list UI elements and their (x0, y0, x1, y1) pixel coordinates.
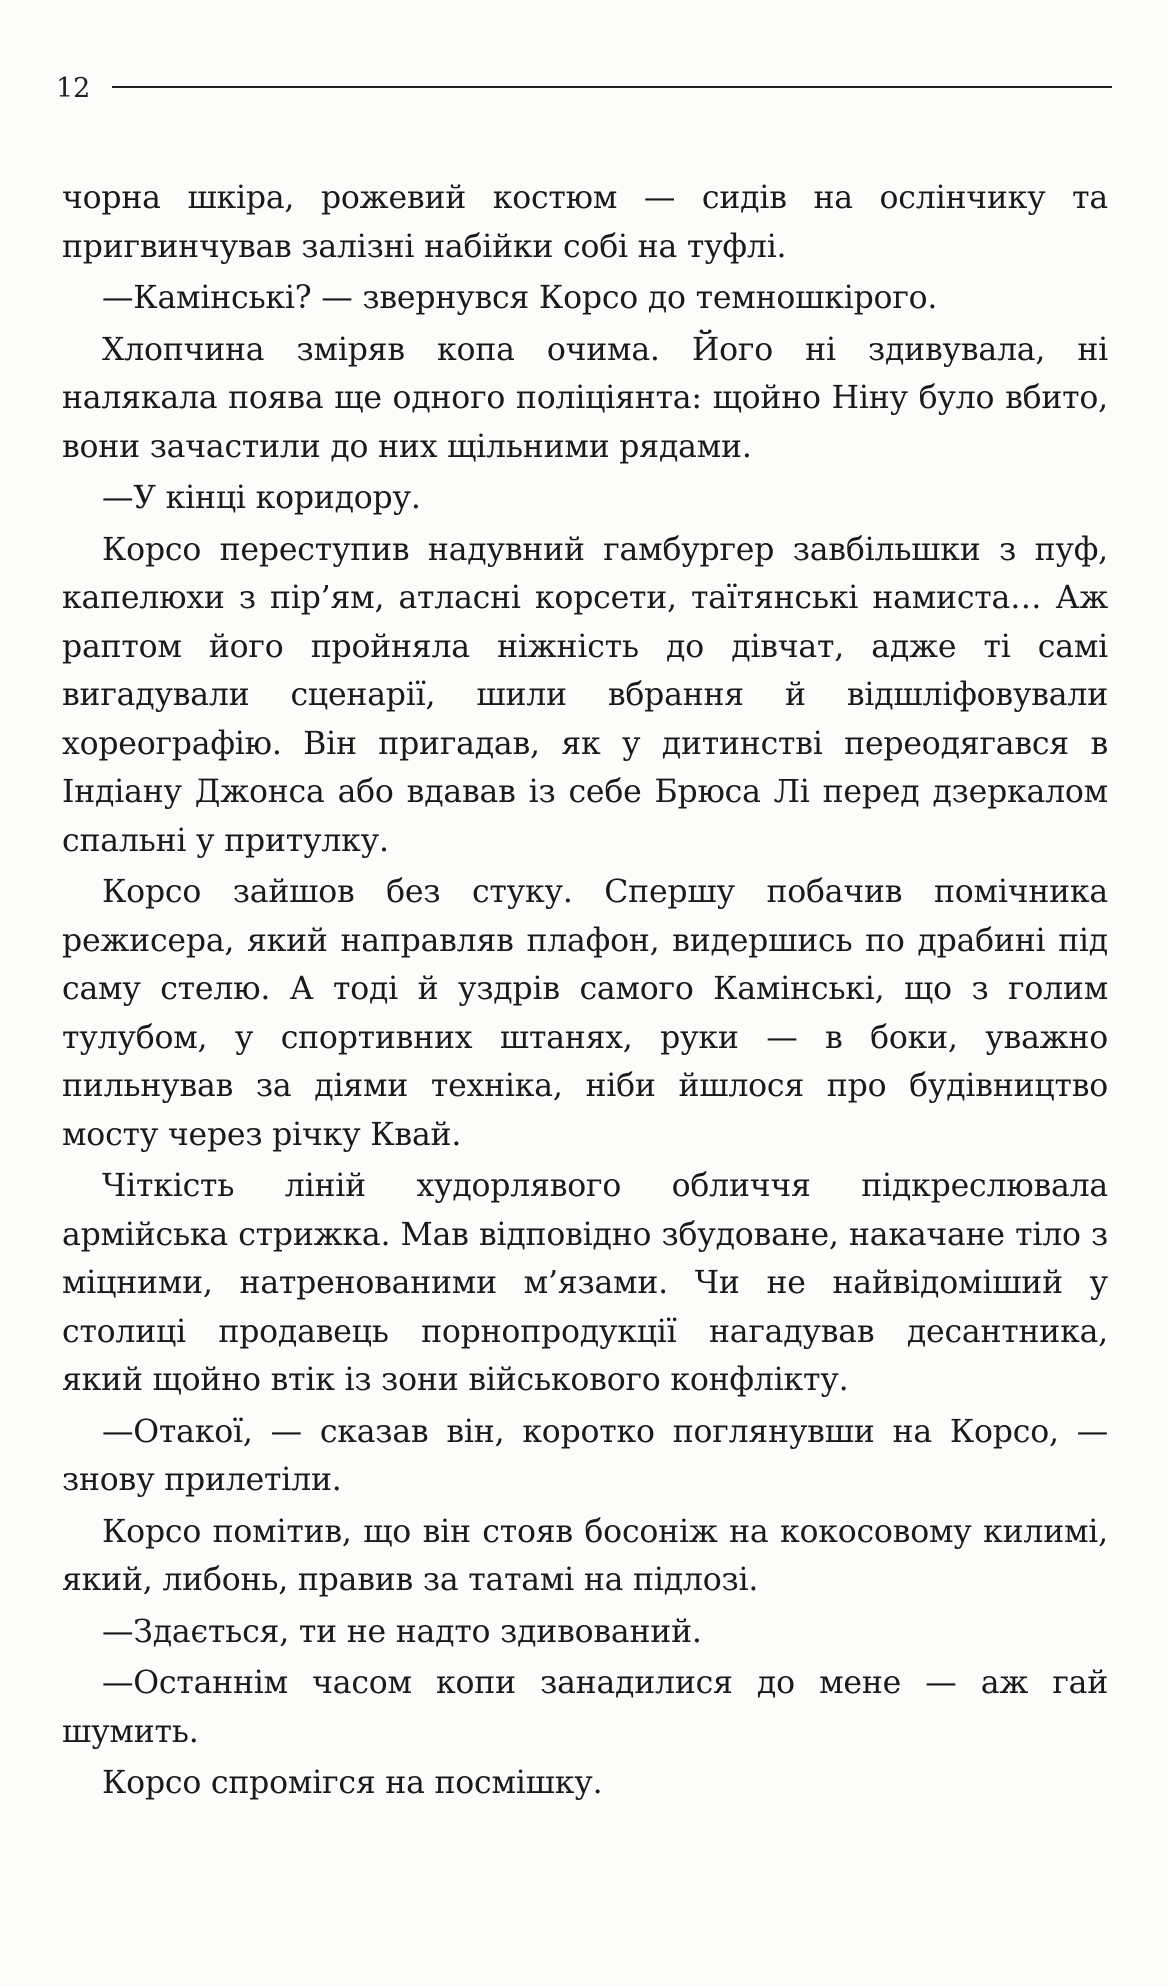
paragraph: —У кінці коридору. (102, 480, 421, 516)
body-text (62, 174, 1108, 1811)
paragraph: —Камінські? — звернувся Корсо до темношкірого. (102, 280, 938, 316)
page-number: 12 (56, 73, 91, 104)
paragraph: Корсо переступив надувний гамбургер завбільшки з пуф, капелюхи з пір’ям, атласні корсети, таїтянські намиста… Аж раптом його пройняла ніжність до дівчат, адже ті самі вигадували сценарії, шили вбрання й відшліфовували хореографію. Він пригадав, як у дитинстві переодягався в Індіану Джонса або вдавав із себе Брюса Лі перед дзеркалом спальні у притулку. (62, 531, 1108, 859)
paragraph: Корсо помітив, що він стояв босоніж на кокосовому килимі, який, либонь, правив за татамі на підлозі. (62, 1513, 1108, 1598)
header-rule (112, 86, 1112, 88)
paragraph: Корсо зайшов без стуку. Спершу побачив помічника режисера, який направляв плафон, видершись по драбині під саму стелю. А тоді й уздрів самого Камінські, що з голим тулубом, у спортивних штанях, руки — в боки, уважно пильнував за діями техніка, ніби йшлося про будівництво мосту через річку Квай. (62, 874, 1108, 1153)
running-head (56, 72, 1116, 112)
paragraph: —Здається, ти не надто здивований. (102, 1613, 702, 1650)
paragraph: Чіткість ліній худорлявого обличчя підкреслювала армійська стрижка. Мав відповідно збудоване, накачане тіло з міцними, натренованими м’язами. Чи не найвідоміший у столиці продавець порнопродукції нагадував десантника, який щойно втік із зони військового конфлікту. (62, 1168, 1108, 1398)
paragraph: —Останнім часом копи занадилися до мене — аж гай шумить. (62, 1665, 1108, 1750)
paragraph: Хлопчина зміряв копа очима. Його ні здивувала, ні налякала поява ще одного поліціянта: щойно Ніну було вбито, вони зачастили до них щільними рядами. (62, 331, 1108, 465)
paragraph: Корсо спромігся на посмішку. (102, 1765, 603, 1801)
paragraph: чорна шкіра, рожевий костюм — сидів на ослінчику та пригвинчував залізні набійки собі на туфлі. (62, 180, 1108, 265)
paragraph: —Отакої, — сказав він, коротко поглянувши на Корсо, — знову прилетіли. (62, 1413, 1108, 1498)
